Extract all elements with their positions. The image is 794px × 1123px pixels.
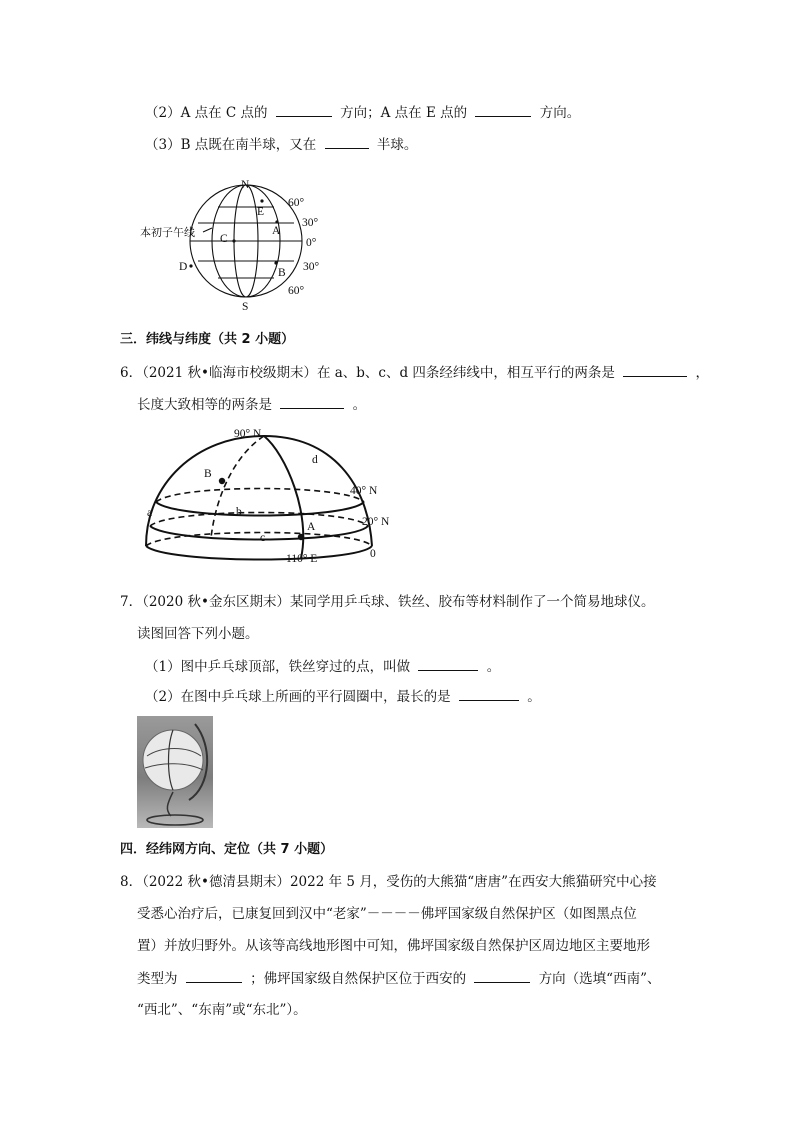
q6-text-2b: 。 [352,397,367,413]
point-a-label: A [272,225,281,237]
fig2-lat20-label: 20° N [362,516,390,528]
answer-blank[interactable] [280,394,344,409]
fig2-label-a: a [147,507,153,519]
lat-30n-label: 30° [302,217,319,229]
q5-part2-text-c: 方向。 [539,105,581,121]
answer-blank[interactable] [325,134,369,149]
point-d-label: D [179,261,188,273]
lat-0-label: 0° [306,237,317,249]
q8-text-4c: 方向（选填“西南”、 [538,971,661,987]
q7-part2-text-b: 。 [527,689,541,705]
point-e-label: E [257,206,265,218]
q5-part2 [145,102,580,123]
q8-line1: 8．（2022 秋•德清县期末）2022 年 5 月，受伤的大熊猫“唐唐”在西安大熊猫研究中心接 [120,874,657,890]
fig2-label-c: c [260,532,266,544]
q6-line1 [120,362,709,383]
hemisphere-outline [146,436,372,546]
point-a-dot [298,534,304,540]
pole-s-label: S [242,301,249,313]
hemisphere-figure [136,424,396,574]
q8-line4 [137,968,661,989]
ping-pong-globe-photo [137,716,213,828]
point-d-dot [189,264,192,267]
point-b-dot [274,261,277,264]
fig2-lat0-label: 0 [370,548,376,560]
ping-pong-globe-drawing [137,716,213,828]
answer-blank[interactable] [276,102,332,117]
globe-grid-figure [136,178,326,313]
point-b-label: B [278,267,286,279]
q8-line2: 受悉心治疗后，已康复回到汉中“老家”－－－－佛坪国家级自然保护区（如图黑点位 [137,906,637,922]
q6-text-1a: 6．（2021 秋•临海市校级期末）在 a、b、c、d 四条经纬线中，相互平行的两条是 [120,365,615,381]
q6-text-1b: ， [695,365,710,381]
answer-blank[interactable] [418,656,478,671]
fig2-label-d: d [312,454,318,466]
fig2-lat40-label: 40° N [350,485,378,497]
fig2-top-label: 90° N [234,428,262,440]
lat-40n-back [156,489,364,503]
lat-40n-front [156,502,364,516]
lat-60n-label: 60° [288,197,305,209]
q5-part2-text-a: （2）A 点在 C 点的 [145,105,268,121]
q7-line1: 7．（2020 秋•金东区期末）某同学用乒乓球、铁丝、胶布等材料制作了一个简易地球仪。 [120,594,655,610]
q8-text-4b: ；佛坪国家级自然保护区位于西安的 [250,971,467,987]
q7-part2-text-a: （2）在图中乒乓球上所画的平行圆圈中，最长的是 [145,689,451,705]
point-b-dot [219,478,225,484]
point-a-dot [275,220,278,223]
q8-line3: 置）并放归野外。从该等高线地形图中可知，佛坪国家级自然保护区周边地区主要地形 [137,938,650,954]
fig2-point-b-label: B [204,468,212,480]
point-c-dot [232,239,235,242]
q7-part2 [145,686,541,707]
q8-text-4a: 类型为 [137,971,178,987]
pole-n-label: N [241,179,250,191]
lat-60s-label: 60° [288,285,305,297]
section-4-title: 四．经纬网方向、定位（共 7 小题） [120,842,334,857]
meridian-a [211,436,264,538]
lat-30s-label: 30° [303,261,320,273]
q6-text-2a: 长度大致相等的两条是 [137,397,272,413]
fig2-label-b: b [236,506,242,518]
q5-part3-text-b: 半球。 [376,137,418,153]
q7-part1 [145,656,500,677]
q7-part1-text-b: 。 [486,659,501,675]
fig2-lon-label: 110° E [286,553,318,565]
section-3-title: 三．纬线与纬度（共 2 小题） [120,332,295,347]
answer-blank[interactable] [186,968,242,983]
prime-meridian-label: 本初子午线 [140,227,195,239]
q5-part3 [145,134,417,155]
point-e-dot [260,199,263,202]
base-ellipse-front [146,546,372,560]
q6-line2 [137,394,366,415]
q7-part1-text-a: （1）图中乒乓球顶部，铁丝穿过的点，叫做 [145,659,411,675]
fig2-point-a-label: A [307,521,316,533]
prime-meridian-pointer [203,228,212,232]
answer-blank[interactable] [475,102,531,117]
q5-part3-text-a: （3）B 点既在南半球，又在 [145,137,317,153]
answer-blank[interactable] [474,968,530,983]
point-c-label: C [220,233,228,245]
answer-blank[interactable] [623,362,687,377]
q5-part2-text-b: 方向；A 点在 E 点的 [340,105,468,121]
answer-blank[interactable] [459,686,519,701]
q8-line5: “西北”、“东南”或“东北”）。 [137,1002,307,1018]
q7-line2: 读图回答下列小题。 [137,626,259,642]
